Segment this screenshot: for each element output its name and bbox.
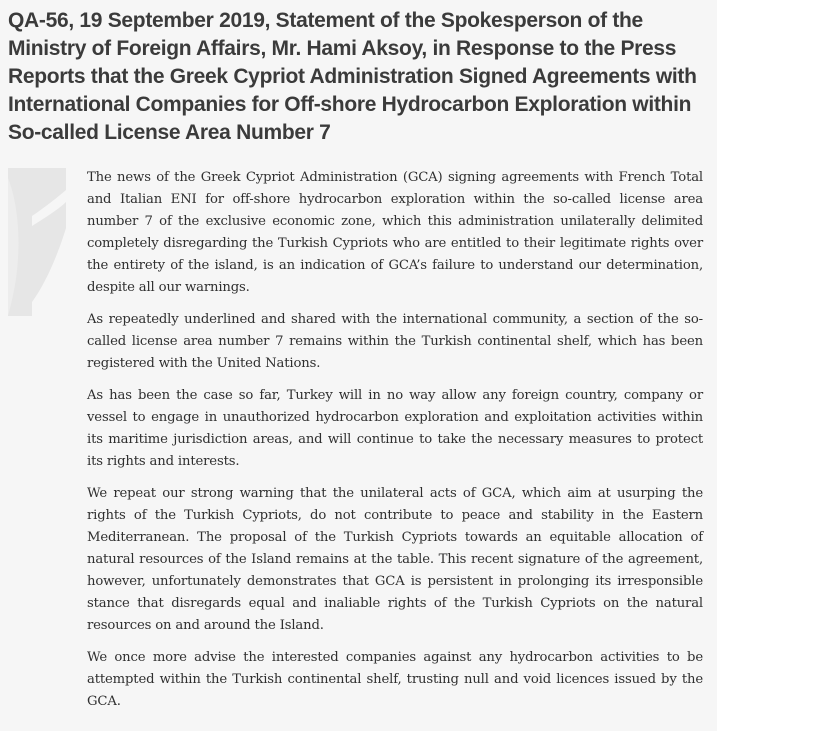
paragraph: We once more advise the interested companies against any hydrocarbon activities to be attempted within the Turkish continental shelf, trusting null and void licences issued by the GCA. xyxy=(87,650,703,709)
paragraph: As repeatedly underlined and shared with the international community, a section of the so-called license area number 7 remains within the Turkish continental shelf, which has been registered with the United Nations. xyxy=(87,312,703,371)
paragraph: We repeat our strong warning that the unilateral acts of GCA, which aim at usurping the rights of the Turkish Cypriots, do not contribute to peace and stability in the Eastern Mediterranean. The proposal of the Turkish Cypriots towards an equitable allocation of natural resources of the Island remains at the table. This recent signature of the agreement, however, unfortunately demonstrates that GCA is persistent in prolonging its irresponsible stance that disregards equal and inaliable rights of the Turkish Cypriots on the natural resources on and around the Island. xyxy=(87,486,703,633)
paragraph: As has been the case so far, Turkey will in no way allow any foreign country, company or vessel to engage in unauthorized hydrocarbon exploration and exploitation activities within its maritime jurisdiction areas, and will continue to take the necessary measures to protect its rights and interests. xyxy=(87,388,703,469)
ministry-logo-watermark-icon xyxy=(8,168,66,316)
paragraph: The news of the Greek Cypriot Administration (GCA) signing agreements with French Total and Italian ENI for off-shore hydrocarbon exploration within the so-called license area number 7 of the exclusive economic zone, which this administration unilaterally delimited completely disregarding the Turkish Cypriots who are entitled to their legitimate rights over the entirety of the island, is an indication of GCA’s failure to understand our determination, despite all our warnings. xyxy=(87,170,703,295)
article-title: QA-56, 19 September 2019, Statement of the Spokesperson of the Ministry of Foreign Affairs, Mr. Hami Aksoy, in Response to the Press Reports that the Greek Cypriot Administration Signed Agreements with International Companies for Off-shore Hydrocarbon Exploration within So-called License Area Number 7 xyxy=(8,9,697,144)
article-body xyxy=(87,167,703,723)
